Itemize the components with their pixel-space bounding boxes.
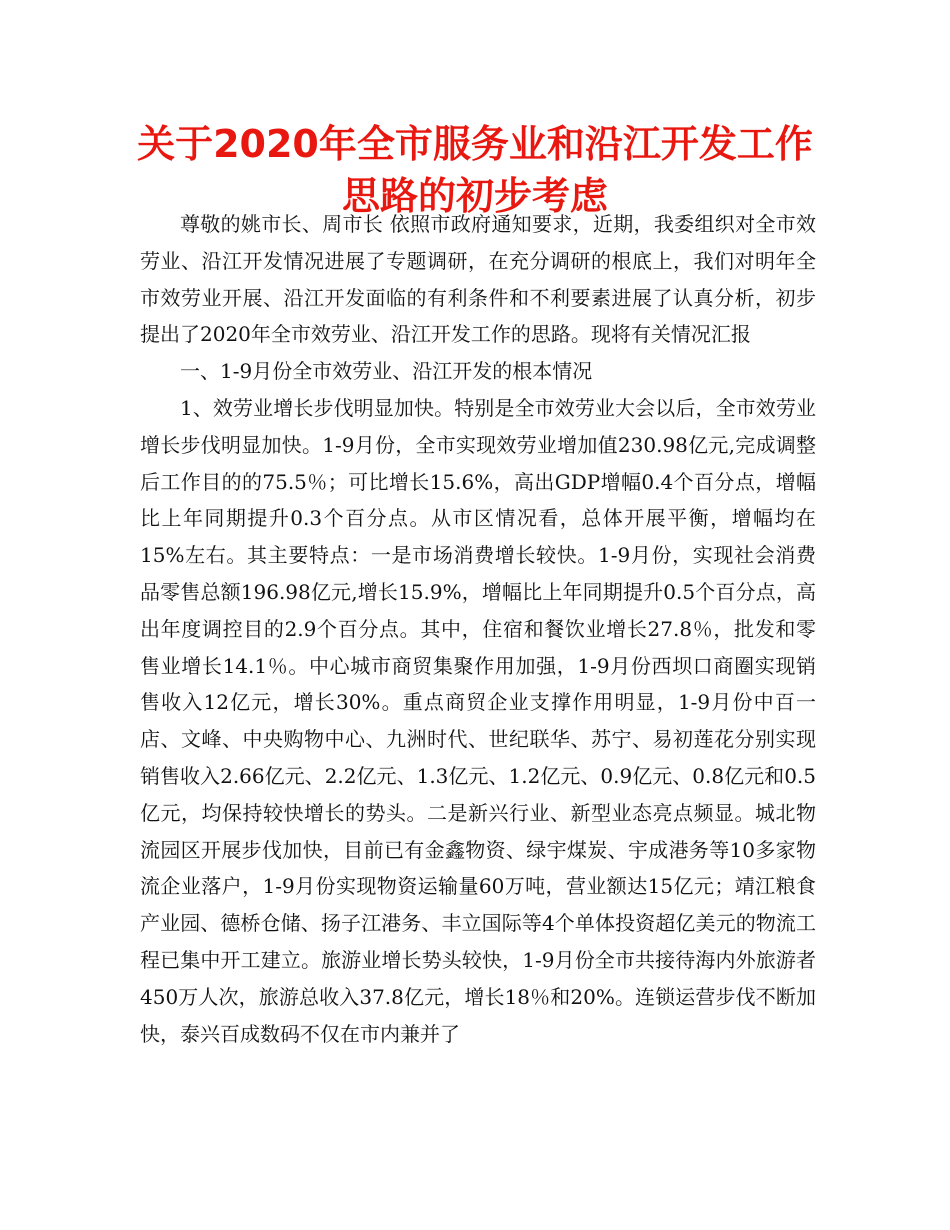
document-body bbox=[140, 206, 816, 1052]
paragraph-service-growth: 1、效劳业增长步伐明显加快。特别是全市效劳业大会以后，全市效劳业增长步伐明显加快。1-9月份，全市实现效劳业增加值230.98亿元,完成调整后工作目的的75.5％；可比增长15.6%，高出GDP增幅0.4个百分点，增幅比上年同期提升0.3个百分点。从市区情况看，总体开展平衡，增幅均在15%左右。其主要特点：一是市场消费增长较快。1-9月份，实现社会消费品零售总额196.98亿元,增长15.9%，增幅比上年同期提升0.5个百分点，高出年度调控目的2.9个百分点。其中，住宿和餐饮业增长27.8％，批发和零售业增长14.1％。中心城市商贸集聚作用加强，1-9月份西坝口商圈实现销售收入12亿元，增长30%。重点商贸企业支撑作用明显，1-9月份中百一店、文峰、中央购物中心、九洲时代、世纪联华、苏宁、易初莲花分别实现销售收入2.66亿元、2.2亿元、1.3亿元、1.2亿元、0.9亿元、0.8亿元和0.5亿元，均保持较快增长的势头。二是新兴行业、新型业态亮点频显。城北物流园区开展步伐加快，目前已有金鑫物资、绿宇煤炭、宇成港务等10多家物流企业落户，1-9月份实现物资运输量60万吨，营业额达15亿元；靖江粮食产业园、德桥仓储、扬子江港务、丰立国际等4个单体投资超亿美元的物流工程已集中开工建立。旅游业增长势头较快，1-9月份全市共接待海内外旅游者450万人次，旅游总收入37.8亿元，增长18％和20%。连锁运营步伐不断加快，泰兴百成数码不仅在市内兼并了 bbox=[140, 395, 816, 1046]
paragraph-greeting: 尊敬的姚市长、周市长 依照市政府通知要求，近期，我委组织对全市效劳业、沿江开发情况进展了专题调研，在充分调研的根底上，我们对明年全市效劳业开展、沿江开发面临的有利条件和不利要素进展了认真分析，初步提出了2020年全市效劳业、沿江开发工作的思路。现将有关情况汇报 bbox=[140, 212, 816, 347]
paragraph-section-heading: 一、1-9月份全市效劳业、沿江开发的根本情况 bbox=[180, 359, 593, 384]
document-title: 关于2020年全市服务业和沿江开发工作思路的初步考虑 bbox=[137, 122, 813, 218]
